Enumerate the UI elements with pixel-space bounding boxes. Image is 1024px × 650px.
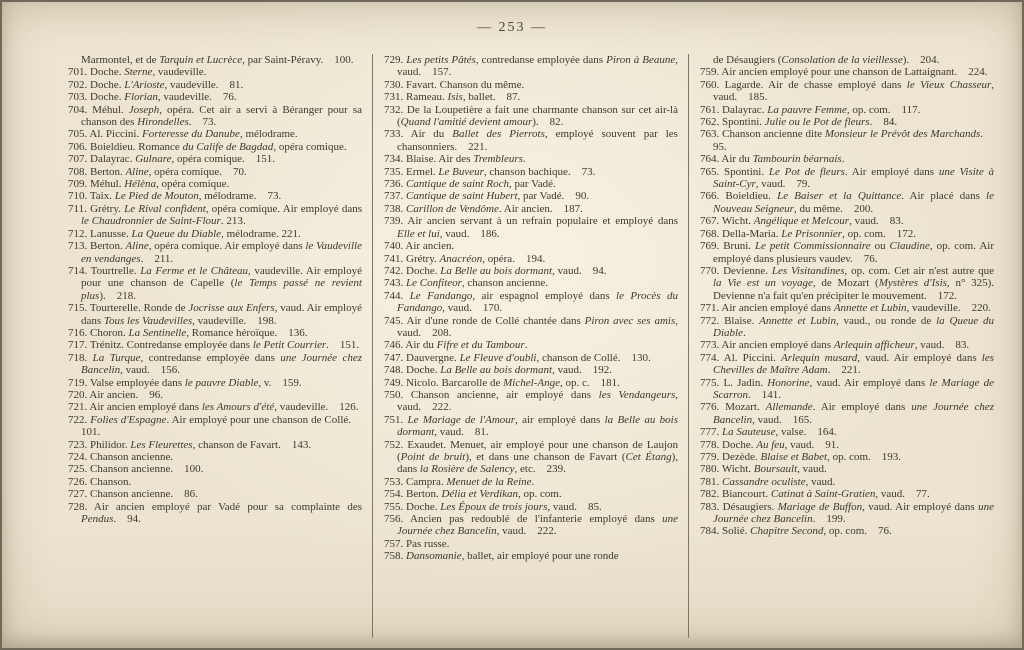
index-entry-715: 715. Tourterelle. Ronde de Jocrisse aux Enfers, vaud. Air employé dans Tous les Vaudevilles, vaudeville. 198.: [68, 302, 362, 327]
entry-number: 748.: [384, 364, 406, 377]
index-entry-725: 725. Chanson ancienne. 100.: [68, 463, 204, 476]
entry-number: 767.: [700, 215, 722, 228]
entry-number: 760.: [700, 78, 725, 91]
index-entry-742: 742. Doche. La Belle au bois dormant, vaud. 94.: [384, 264, 607, 277]
index-entry-707: 707. Dalayrac. Gulnare, opéra comique. 151.: [68, 153, 276, 166]
index-entry-705: 705. Al. Piccini. Forteresse du Danube, mélodrame.: [68, 128, 298, 141]
index-entry-709: 709. Méhul. Hélèna, opéra comique.: [68, 178, 230, 191]
index-entry-719: 719. Valse employée dans le pauvre Diable, v. 159.: [68, 376, 302, 389]
index-entry-755: 755. Doche. Les Époux de trois jours, vaud. 85.: [384, 500, 602, 513]
index-entry-748: 748. Doche. La Belle au bois dormant, vaud. 192.: [384, 364, 612, 377]
index-entry-730: 730. Favart. Chanson du même.: [384, 78, 525, 91]
index-entry-732: 732. De la Loupetière a fait une charmante chanson sur cet air-là (Quand l'amitié devient amour). 82.: [384, 103, 678, 129]
index-entry-738: 738. Carillon de Vendôme. Air ancien. 187.: [384, 202, 583, 215]
index-entry-726: 726. Chanson.: [68, 475, 132, 488]
index-entry-727: 727. Chanson ancienne. 86.: [68, 488, 198, 501]
index-entry-770: 770. Devienne. Les Visitandines, op. com. Cet air n'est autre que la Vie est un voyage, de Mozart (Mystères d'Isis, n° 325). Devienne n'a fait qu'en précipiter le mouvement. 172.: [700, 264, 995, 302]
index-entry-703: 703. Doche. Florian, vaudeville. 76.: [68, 91, 237, 104]
entry-number: 738.: [384, 202, 406, 215]
index-entry-777: 777. La Sauteuse, valse. 164.: [700, 426, 837, 439]
entry-number: 712.: [68, 227, 90, 240]
index-entry-720: 720. Air ancien. 96.: [68, 388, 164, 401]
entry-number: 705.: [68, 128, 90, 141]
index-entry-784: 784. Solié. Chapitre Second, op. com. 76.: [700, 525, 892, 538]
entry-number: 756.: [384, 513, 411, 526]
entry-number: 739.: [384, 215, 408, 228]
index-entry-776: 776. Mozart. Allemande. Air employé dans une Journée chez Bancelin, vaud. 165.: [700, 401, 995, 426]
index-entry-736: 736. Cantique de saint Roch, par Vadé.: [384, 178, 556, 191]
index-entry-760: 760. Lagarde. Air de chasse employé dans le Vieux Chasseur, vaud. 185.: [700, 78, 995, 104]
index-entry-768: 768. Della-Maria. Le Prisonnier, op. com. 172.: [700, 227, 917, 240]
entry-number: 721.: [68, 401, 90, 414]
index-entry-731: 731. Rameau. Isis, ballet. 87.: [384, 91, 521, 104]
index-entry-724: 724. Chanson ancienne.: [68, 451, 174, 463]
entry-number: 775.: [700, 376, 724, 389]
index-entry-783: 783. Désaugiers. Mariage de Buffon, vaud. Air employé dans une Journée chez Bancelin. 199.: [700, 500, 994, 526]
entry-number: 779.: [700, 451, 722, 463]
index-entry-781: 781. Cassandre oculiste, vaud.: [700, 475, 836, 488]
index-entry-750: 750. Chanson ancienne, air employé dans les Vendangeurs, vaud. 222.: [384, 388, 679, 414]
entry-number: 701.: [68, 66, 90, 79]
index-entry-710: 710. Taix. Le Pied de Mouton, mélodrame. 73.: [68, 190, 282, 203]
index-entry-763: 763. Chanson ancienne dite Monsieur le Prévôt des Marchands. 95.: [700, 128, 994, 153]
index-entry-729: 729. Les petits Pâtés, contredanse employée dans Piron à Beaune, vaud. 157.: [384, 54, 678, 79]
entry-number: 784.: [700, 525, 722, 538]
entry-number: 734.: [384, 153, 406, 166]
entry-number: 761.: [700, 103, 722, 116]
entry-number: 713.: [68, 240, 91, 253]
index-entry-761: 761. Dalayrac. La pauvre Femme, op. com. 117.: [700, 103, 921, 116]
index-entry-723: 723. Philidor. Les Fleurettes, chanson de Favart. 143.: [68, 438, 312, 451]
page-number: — 253 —: [477, 20, 547, 35]
entry-number: 749.: [384, 376, 406, 389]
index-entry-701: 701. Doche. Sterne, vaudeville.: [68, 66, 207, 79]
entry-number: 772.: [700, 314, 725, 327]
index-entry-740: 740. Air ancien.: [384, 240, 455, 253]
index-entry-743: 743. Le Confiteor, chanson ancienne.: [384, 277, 549, 290]
entry-number: 741.: [384, 252, 406, 265]
entry-number: 769.: [700, 240, 724, 253]
entry-number: 771.: [700, 302, 722, 315]
entry-number: 730.: [384, 78, 406, 91]
index-entry-737: 737. Cantique de saint Hubert, par Vadé. 90.: [384, 190, 590, 203]
entry-number: 770.: [700, 264, 724, 277]
entry-number: 708.: [68, 165, 90, 178]
index-entry-782: 782. Biancourt. Catinat à Saint-Gratien, vaud. 77.: [700, 488, 930, 501]
index-entry-751: 751. Le Mariage de l'Amour, air employé dans la Belle au bois dormant, vaud. 81.: [384, 413, 678, 439]
entry-number: 773.: [700, 339, 722, 352]
index-entry-762: 762. Spontini. Julie ou le Pot de fleurs. 84.: [700, 116, 898, 129]
entry-number: 726.: [68, 475, 90, 488]
entry-number: 765.: [700, 165, 725, 178]
index-entry-773: 773. Air ancien employé dans Arlequin afficheur, vaud. 83.: [700, 339, 970, 352]
index-entry-718: 718. La Turque, contredanse employée dans une Journée chez Bancelin, vaud. 156.: [68, 351, 363, 377]
index-entry-734: 734. Blaise. Air des Trembleurs.: [384, 153, 526, 166]
index-entry-739: 739. Air ancien servant à un refrain populaire et employé dans Elle et lui, vaud. 186.: [384, 215, 678, 240]
index-entry-722: 722. Folies d'Espagne. Air employé pour une chanson de Collé. 101.: [68, 413, 363, 439]
index-entry-728: 728. Air ancien employé par Vadé pour sa complainte des Pendus. 94.: [68, 500, 362, 526]
entry-number: 783.: [700, 500, 723, 513]
entry-number: 714.: [68, 264, 91, 277]
index-column-2: [372, 54, 688, 638]
entry-number: 710.: [68, 190, 90, 203]
index-entry-706: 706. Boieldieu. Romance du Calife de Bagdad, opéra comique.: [68, 140, 347, 153]
continuation-entry: de Désaugiers (Consolation de la vieillesse). 204.: [713, 54, 940, 66]
entry-number: 752.: [384, 438, 408, 451]
entry-number: 762.: [700, 116, 722, 129]
entry-number: 782.: [700, 488, 722, 501]
index-entry-733: 733. Air du Ballet des Pierrots, employé souvent par les chansonniers. 221.: [384, 128, 678, 153]
entry-number: 729.: [384, 54, 407, 66]
entry-number: 780.: [700, 463, 722, 476]
index-entry-778: 778. Doche. Au feu, vaud. 91.: [700, 438, 840, 451]
index-column-3: [688, 54, 994, 638]
entry-number: 758.: [384, 550, 406, 563]
entry-number: 716.: [68, 326, 90, 339]
entry-number: 732.: [384, 103, 407, 116]
entry-number: 709.: [68, 178, 90, 191]
index-entry-717: 717. Trénitz. Contredanse employée dans le Petit Courrier. 151.: [68, 339, 360, 352]
index-entry-775: 775. L. Jadin. Honorine, vaud. Air employé dans le Mariage de Scarron. 141.: [700, 376, 994, 401]
index-entry-756: 756. Ancien pas redoublé de l'infanterie employé dans une Journée chez Bancelin, vaud. 222.: [384, 513, 678, 538]
index-entry-759: 759. Air ancien employé pour une chanson de Lattaignant. 224.: [700, 66, 988, 79]
index-entry-744: 744. Le Fandango, air espagnol employé dans le Procès du Fandango, vaud. 170.: [384, 289, 678, 315]
entry-number: 768.: [700, 227, 722, 240]
index-entry-753: 753. Campra. Menuet de la Reine.: [384, 475, 535, 488]
entry-number: 745.: [384, 314, 407, 327]
index-entry-745: 745. Air d'une ronde de Collé chantée dans Piron avec ses amis, vaud. 208.: [384, 314, 678, 339]
entry-number: 725.: [68, 463, 90, 476]
entry-number: 711.: [68, 202, 91, 215]
entry-number: 743.: [384, 277, 406, 290]
index-entry-769: 769. Bruni. Le petit Commissionnaire ou Claudine, op. com. Air employé dans plusieurs vaudev. 76.: [700, 240, 994, 265]
entry-number: 702.: [68, 78, 90, 91]
index-entry-757: 757. Pas russe.: [384, 537, 450, 550]
index-entry-764: 764. Air du Tambourin béarnais.: [700, 153, 845, 166]
entry-number: 781.: [700, 475, 722, 488]
entry-number: 777.: [700, 426, 722, 439]
entry-number: 776.: [700, 401, 726, 414]
index-entry-771: 771. Air ancien employé dans Annette et Lubin, vaudeville. 220.: [700, 302, 991, 315]
index-entry-746: 746. Air du Fifre et du Tambour.: [384, 339, 528, 352]
index-entry-758: 758. Dansomanie, ballet, air employé pour une ronde: [384, 550, 619, 563]
index-entry-767: 767. Wicht. Angélique et Melcour, vaud. 83.: [700, 215, 904, 228]
index-entry-721: 721. Air ancien employé dans les Amours d'été, vaudeville. 126.: [68, 401, 359, 414]
entry-number: 747.: [384, 351, 406, 364]
entry-number: 774.: [700, 351, 724, 364]
index-entry-713: 713. Berton. Aline, opéra comique. Air employé dans le Vaudeville en vendanges. 211.: [68, 240, 362, 265]
index-entry-735: 735. Ermel. Le Buveur, chanson bachique. 73.: [384, 165, 596, 178]
entry-number: 764.: [700, 153, 722, 166]
entry-number: 717.: [68, 339, 90, 352]
entry-number: 727.: [68, 488, 90, 501]
entry-number: 737.: [384, 190, 406, 203]
entry-number: 778.: [700, 438, 722, 451]
index-entry-711: 711. Grétry. Le Rival confident, opéra comique. Air employé dans le Chaudronnier de Saint-Flour. 213.: [68, 202, 362, 228]
index-entry-752: 752. Exaudet. Menuet, air employé pour une chanson de Laujon (Point de bruit), et dans une chanson de Favart (Cet Étang), dans la Rosière de Salency, etc. 239.: [384, 438, 679, 476]
entry-number: 742.: [384, 264, 406, 277]
entry-number: 724.: [68, 451, 90, 463]
entry-number: 763.: [700, 128, 723, 141]
index-entry-712: 712. Lanusse. La Queue du Diable, mélodrame. 221.: [68, 227, 301, 240]
entry-number: 759.: [700, 66, 722, 79]
entry-number: 731.: [384, 91, 406, 104]
index-entry-714: 714. Tourtrelle. La Ferme et le Château, vaudeville. Air employé pour une chanson de Capelle (le Temps passé ne revient plus). 218.: [68, 264, 362, 302]
index-entry-741: 741. Grétry. Anacréon, opéra. 194.: [384, 252, 546, 265]
index-entry-774: 774. Al. Piccini. Arlequin musard, vaud. Air employé dans les Chevilles de Maître Adam. 221.: [700, 351, 995, 377]
entry-number: 744.: [384, 289, 410, 302]
index-entry-704: 704. Méhul. Joseph, opéra. Cet air a servi à Béranger pour sa chanson des Hirondelles. 73.: [68, 103, 362, 129]
entry-number: 753.: [384, 475, 406, 488]
entry-number: 766.: [700, 190, 726, 203]
entry-number: 703.: [68, 91, 90, 104]
entry-number: 728.: [68, 500, 94, 513]
index-entry-754: 754. Berton. Délia et Verdikan, op. com.: [384, 488, 562, 501]
entry-number: 733.: [384, 128, 411, 141]
index-entry-716: 716. Choron. La Sentinelle, Romance héroïque. 136.: [68, 326, 308, 339]
entry-number: 755.: [384, 500, 406, 513]
entry-number: 707.: [68, 153, 90, 166]
entry-number: 704.: [68, 103, 93, 116]
entry-number: 750.: [384, 388, 411, 401]
index-column-1: [68, 54, 372, 638]
index-entry-779: 779. Dezède. Blaise et Babet, op. com. 193.: [700, 451, 902, 463]
continuation-entry: Marmontel, et de Tarquin et Lucrèce, par Saint-Péravy. 100.: [81, 54, 354, 66]
entry-number: 715.: [68, 302, 90, 315]
index-columns: [68, 54, 994, 638]
entry-number: 757.: [384, 537, 406, 550]
entry-number: 751.: [384, 413, 408, 426]
entry-number: 746.: [384, 339, 406, 352]
index-entry-766: 766. Boieldieu. Le Baiser et la Quittance. Air placé dans le Nouveau Seigneur, du même. 200.: [700, 190, 994, 215]
index-entry-780: 780. Wicht. Boursault, vaud.: [700, 463, 827, 476]
index-entry-702: 702. Doche. L'Arioste, vaudeville. 81.: [68, 78, 244, 91]
entry-number: 720.: [68, 388, 90, 401]
entry-number: 735.: [384, 165, 406, 178]
index-entry-772: 772. Blaise. Annette et Lubin, vaud., ou ronde de la Queue du Diable.: [700, 314, 995, 339]
index-entry-765: 765. Spontini. Le Pot de fleurs. Air employé dans une Visite à Saint-Cyr, vaud. 79.: [700, 165, 994, 191]
entry-number: 722.: [68, 413, 91, 426]
entry-number: 706.: [68, 140, 90, 153]
entry-number: 736.: [384, 178, 406, 191]
entry-number: 740.: [384, 240, 406, 253]
entry-number: 719.: [68, 376, 90, 389]
entry-number: 718.: [68, 351, 93, 364]
entry-number: 723.: [68, 438, 90, 451]
index-entry-708: 708. Berton. Aline, opéra comique. 70.: [68, 165, 247, 178]
entry-number: 754.: [384, 488, 406, 501]
index-entry-749: 749. Nicolo. Barcarolle de Michel-Ange, op. c. 181.: [384, 376, 620, 389]
index-entry-747: 747. Dauvergne. Le Fleuve d'oubli, chanson de Collé. 130.: [384, 351, 651, 364]
